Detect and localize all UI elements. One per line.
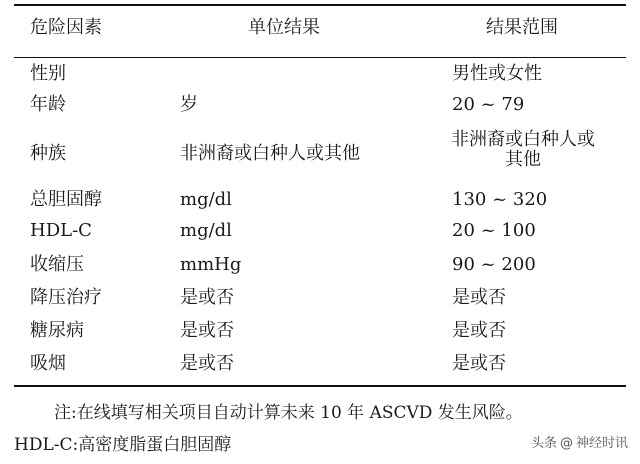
row-factor: 降压治疗 — [30, 287, 102, 308]
row-range: 130 ~ 320 — [452, 189, 548, 210]
row-range: 非洲裔或白种人或其他 — [451, 129, 595, 170]
row-unit: 是或否 — [180, 287, 234, 308]
row-range: 90 ~ 200 — [452, 254, 536, 275]
watermark — [531, 435, 628, 453]
header-range: 结果范围 — [486, 17, 558, 38]
header-factor: 危险因素 — [30, 17, 102, 38]
row-factor: 糖尿病 — [30, 320, 84, 341]
watermark-account: 神经时讯 — [575, 436, 628, 451]
row-range: 20 ~ 100 — [452, 220, 536, 241]
row-range: 是或否 — [452, 320, 506, 341]
at-icon: @ — [559, 436, 573, 451]
row-unit: mg/dl — [180, 220, 232, 241]
row-factor: 吸烟 — [30, 353, 66, 374]
watermark-prefix: 头条 — [530, 436, 557, 451]
row-range: 20 ~ 79 — [452, 94, 525, 115]
row-range: 是或否 — [452, 353, 506, 374]
row-unit: 岁 — [180, 94, 198, 115]
row-unit: 非洲裔或白种人或其他 — [180, 143, 360, 164]
abbreviation-note: HDL-C:高密度脂蛋白胆固醇 — [14, 435, 232, 455]
table-bottom-rule — [14, 385, 626, 387]
row-unit: mmHg — [180, 254, 242, 275]
row-unit: mg/dl — [180, 189, 232, 210]
header-unit: 单位结果 — [248, 17, 320, 38]
table-footnote: 注:在线填写相关项目自动计算未来 10 年 ASCVD 发生风险。 — [54, 403, 523, 423]
table-header-rule — [14, 57, 626, 58]
row-range: 男性或女性 — [452, 63, 542, 84]
row-factor: 种族 — [30, 143, 66, 164]
row-factor: 收缩压 — [30, 254, 84, 275]
row-unit: 是或否 — [180, 320, 234, 341]
row-factor: 年龄 — [30, 94, 66, 115]
row-unit: 是或否 — [180, 353, 234, 374]
table-top-rule — [14, 4, 626, 6]
row-factor: 总胆固醇 — [30, 189, 102, 210]
row-range: 是或否 — [452, 287, 506, 308]
row-factor: HDL-C — [30, 220, 92, 241]
row-factor: 性别 — [30, 63, 66, 84]
